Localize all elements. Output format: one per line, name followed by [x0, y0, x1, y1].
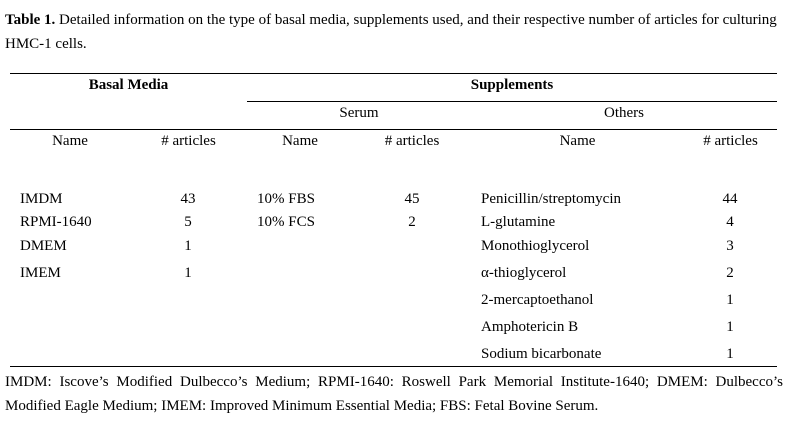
col-basal-name: Name — [52, 133, 88, 149]
col-serum-articles: # articles — [384, 133, 440, 149]
col-others-articles: # articles — [703, 133, 758, 149]
basal-name-4: IMEM — [20, 265, 61, 281]
table-caption-text: Detailed information on the type of basal media, supplements used, and their respective number of articles for culturing HMC-1 cells. — [5, 12, 777, 52]
other-count-1: 44 — [722, 191, 738, 207]
other-name-5: 2-mercaptoethanol — [481, 292, 594, 308]
col-basal-articles: # articles — [161, 133, 216, 149]
table-label: Table 1. — [5, 12, 56, 28]
other-name-6: Amphotericin B — [481, 319, 579, 335]
supplements-rule — [247, 101, 777, 102]
header-others: Others — [604, 105, 644, 121]
other-name-4: α-thioglycerol — [481, 265, 567, 281]
table-caption — [5, 8, 783, 56]
other-count-5: 1 — [726, 292, 734, 308]
other-name-3: Monothioglycerol — [481, 238, 590, 254]
subheader-rule — [10, 129, 777, 130]
top-rule — [10, 73, 777, 74]
other-count-7: 1 — [726, 346, 734, 362]
basal-name-2: RPMI-1640 — [20, 214, 92, 230]
other-name-7: Sodium bicarbonate — [481, 346, 602, 362]
serum-name-1: 10% FBS — [257, 191, 315, 207]
header-supplements: Supplements — [470, 77, 554, 93]
table-footnote: IMDM: Iscove’s Modified Dulbecco’s Medium; RPMI-1640: Roswell Park Memorial Institute-1640; DMEM: Dulbecco’s Modified Eagle Medium; IMEM: Improved Minimum Essential Media; FBS: Fetal Bovine Serum. — [5, 374, 783, 414]
basal-count-1: 43 — [180, 191, 196, 207]
header-basal-media: Basal Media — [88, 77, 169, 93]
serum-count-1: 45 — [404, 191, 420, 207]
basal-name-3: DMEM — [20, 238, 67, 254]
col-serum-name: Name — [282, 133, 318, 149]
basal-count-3: 1 — [184, 238, 192, 254]
other-name-2: L-glutamine — [481, 214, 556, 230]
other-count-3: 3 — [726, 238, 734, 254]
basal-count-2: 5 — [184, 214, 192, 230]
serum-count-2: 2 — [408, 214, 416, 230]
serum-name-2: 10% FCS — [257, 214, 315, 230]
basal-count-4: 1 — [184, 265, 192, 281]
basal-name-1: IMDM — [20, 191, 63, 207]
col-others-name: Name — [559, 133, 596, 149]
other-count-4: 2 — [726, 265, 734, 281]
other-count-2: 4 — [726, 214, 734, 230]
other-count-6: 1 — [726, 319, 734, 335]
bottom-rule — [10, 366, 777, 367]
header-serum: Serum — [339, 105, 379, 121]
other-name-1: Penicillin/streptomycin — [481, 191, 621, 207]
